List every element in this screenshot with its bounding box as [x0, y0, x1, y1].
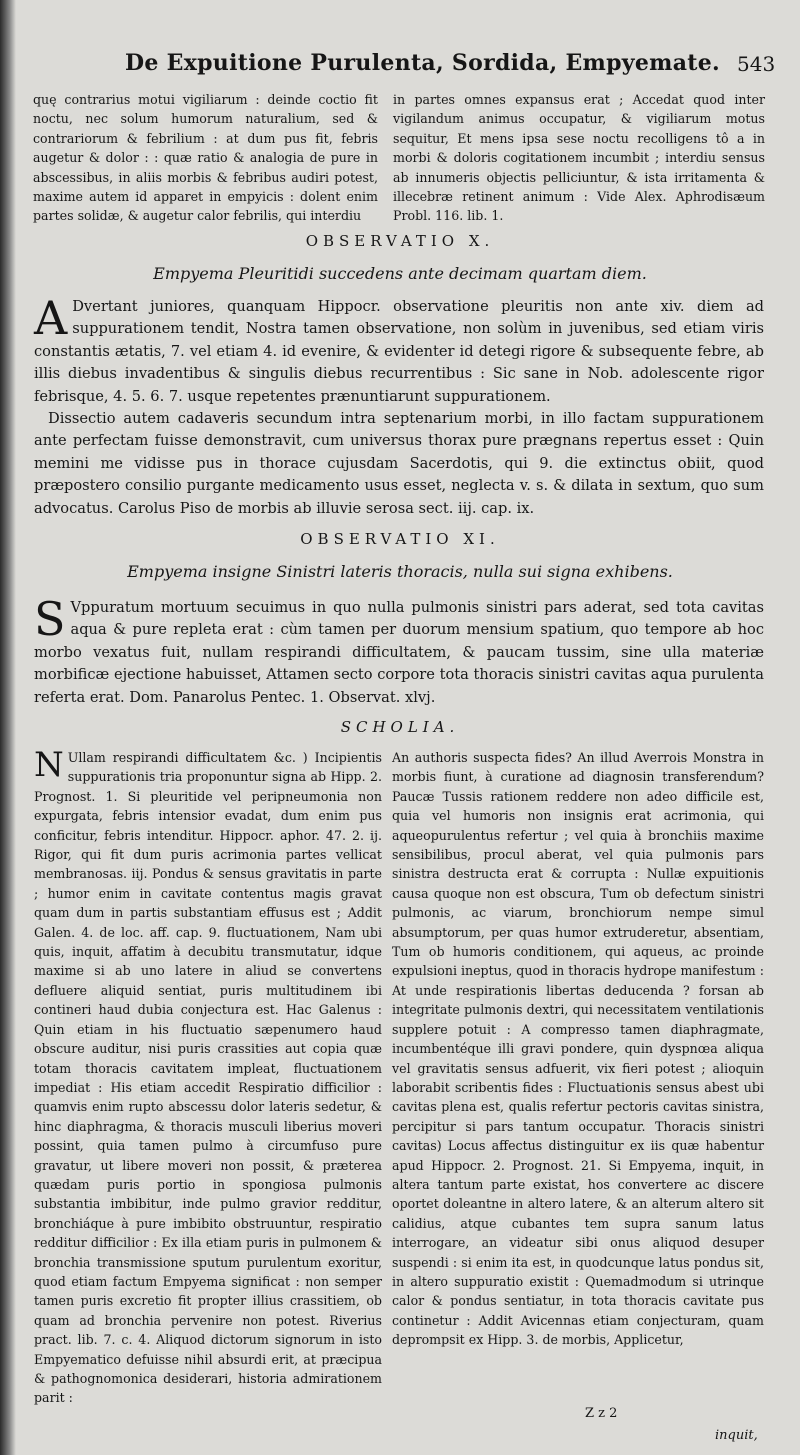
observatio-xi-paragraph: Vppuratum mortuum secuimus in quo nulla pulmonis sinistri pars aderat, sed tota cavitas aqua & pure repleta erat : cùm tamen per duorum mensium spatium, quo tempore ab hoc morbo vexatus fuit, nullam respirandi difficultatem, & paucam tussim, sine ulla materiæ morbificæ ejectione habuisset, Attamen secto corpore tota thoracis sinistri cavitas aqua purulenta referta erat. Dom. Panarolus Pentec. 1. Observat. xlvj. [34, 599, 764, 706]
drop-cap: N [34, 745, 64, 785]
observatio-x-body [34, 291, 764, 520]
observatio-xi-subtitle: Empyema insigne Sinistri lateris thoracis, nulla sui signa exhibens. [127, 562, 673, 581]
observatio-xi-heading: OBSERVATIO XI. [300, 530, 500, 548]
observatio-x-heading: OBSERVATIO X. [305, 232, 495, 250]
observatio-x-subtitle: Empyema Pleuritidi succedens ante decimam quartam diem. [153, 264, 647, 283]
drop-cap: A [34, 291, 68, 345]
scholia-heading: SCHOLIA. [340, 718, 460, 736]
catchword: inquit, [715, 1428, 758, 1443]
top-left-column: quę contrarius motui vigiliarum : deinde coctio fit noctu, nec solum humorum naturalium, sed & contrariorum & febrilium : at dum pus fit, febris augetur & dolor : : quæ ratio & analogia de pure in abscessibus, in aliis morbis & febribus audiri potest, maxime autem id apparet in empyicis : dolent enim partes solidæ, & augetur calor febrilis, qui interdiu [33, 92, 378, 224]
observatio-x-paragraph-1: Dvertant juniores, quanquam Hippocr. observatione pleuritis non ante xiv. diem ad suppurationem tendit, Nostra tamen observatione, non solùm in juvenibus, sed etiam viris constantis ætatis, 7. vel etiam 4. id evenire, & evidenter id detegi rigore & subsequente febre, ab illis diebus invadentibus & singulis diebus recurrentibus : Sic sane in Nob. adolescente rigor febrisque, 4. 5. 6. 7. usque repetentes prænuntiarunt suppurationem. [34, 298, 764, 405]
scholia-left-column [34, 745, 382, 1408]
running-header [0, 50, 800, 90]
observatio-x-paragraph-2: Dissectio autem cadaveris secundum intra septenarium morbi, in illo factam suppurationem ante perfectam fuisse demonstravit, cum universus thorax pure prægnans repertus esset : Quin memini me vidisse pus in thorace cujusdam Sacerdotis, qui 9. die extinctus obiit, quod præpostero consilio purgante medicamento usus esset, neglecta v. s. & dilata in sextum, quo sum advocatus. Carolus Piso de morbis ab illuvie serosa sect. iij. cap. ix. [34, 410, 764, 517]
page-number: 543 [737, 52, 776, 76]
scholia-left-text: Ullam respirandi difficultatem &c. ) Incipientis suppurationis tria proponuntur signa ab Hipp. 2. Prognost. 1. Si pleuritide vel peripneumonia non expurgata, febris intensior evadat, dum enim pus conficitur, febris intenditur. Hippocr. aphor. 47. 2. ij. Rigor, qui fit dum puris acrimonia partes vellicat membranosas. iij. Pondus & sensus gravitatis in parte ; humor enim in cavitate contentus magis gravat quam dum in partis substantiam effusus est ; Addit Galen. 4. de loc. aff. cap. 9. fluctuationem, Nam ubi quis, inquit, affatim à decubitu transmutatur, idque maxime si ab uno latere in aliud se convertens defluere aliquid sentiat, puris multitudinem ibi contineri haud dubia conjectura est. Hac Galenus : Quin etiam in his fluctuatio sæpenumero haud obscure auditur, nisi puris crassities aut copia quæ totam thoracis cavitatem impleat, fluctuationem impediat : His etiam accedit Respiratio difficilior : quamvis enim rupto abscessu dolor lateris sedetur, & hinc diaphragma, & thoracis musculi liberius moveri possint, quia tamen pulmo à circumfuso pure gravatur, ut libere moveri non possit, & præterea quædam puris portio in spongiosa pulmonis substantia imbibitur, inde pulmo gravior redditur, bronchiáque à pure imbibito obstruuntur, respiratio redditur difficilior : Ex illa etiam puris in pulmonem & bronchia transmissione sputum purulentum exoritur, quod etiam factum Empyema significat : non semper tamen puris excretio fit propter illius crassitiem, ob quam ad bronchia pervenire non potest. Riverius pract. lib. 7. c. 4. Aliquod dictorum signorum in isto Empyematico defuisse nihil absurdi erit, at præcipua & pathognomonica desiderari, historia admirationem parit : [34, 750, 382, 1406]
running-title: De Expuitione Purulenta, Sordida, Empyemate. [125, 50, 721, 76]
signature-mark: Z z 2 [585, 1406, 618, 1421]
top-right-column: in partes omnes expansus erat ; Accedat quod inter vigilandum animus occupatur, & vigiliarum motus sequitur, Et mens ipsa sese noctu recolligens tô a in morbi & doloris cogitationem incumbit ; interdiu sensus ab innumeris objectis pelliciuntur, & ista irritamenta & illecebræ retinent animum : Vide Alex. Aphrodisæum Probl. 116. lib. 1. [393, 92, 765, 224]
scholia-right-column: An authoris suspecta fides? An illud Averrois Monstra in morbis fiunt, à curatione ad diagnosin transferendum? Paucæ Tussis rationem reddere non adeo difficile est, quia vel humoris non insignis erat acrimonia, qui aqueopurulentus refertur ; vel quia à bronchiis maxime sensibilibus, procul aberat, vel quia pulmonis pars sinistra destructa erat & corrupta : Nullæ expuitionis causa quoque non est obscura, Tum ob defectum sinistri pulmonis, ac viarum, bronchiorum nempe simul absumptorum, per quas humor extruderetur, absentiam, Tum ob humoris conditionem, qui aqueus, ac proinde expulsioni ineptus, quod in thoracis hydrope manifestum : At unde respirationis libertas deducenda ? forsan ab integritate pulmonis dextri, qui necessitatem ventilationis supplere potuit : A compresso tamen diaphragmate, incumbentéque illi gravi pondere, quin dyspnœa aliqua vel gravitatis sensus adfuerit, vix fieri potest ; alioquin laborabit scribentis fides : Fluctuationis sensus abest ubi cavitas plena est, qualis refertur pectoris cavitas sinistra, percipitur si pars tantum occupatur. Thoracis sinistri cavitas) Locus affectus distinguitur ex iis quæ habentur apud Hippocr. 2. Prognost. 21. Si Empyema, inquit, in altera tantum parte existat, hos convertere ac discere oportet doleantne in altero latere, & an alterum altero sit calidius, atque cubantes tem supra sanum latus interrogare, an videatur sibi onus aliquod desuper suspendi : si enim ita est, in quodcunque latus pondus sit, in altero suppuratio existit : Quemadmodum si utrinque calor & pondus sentiatur, in tota thoracis cavitate pus continetur : Addit Avicennas etiam conjecturam, quam deprompsit ex Hipp. 3. de morbis, Applicetur, [392, 750, 764, 1348]
observatio-xi-body [34, 592, 764, 709]
drop-cap: S [34, 592, 66, 646]
